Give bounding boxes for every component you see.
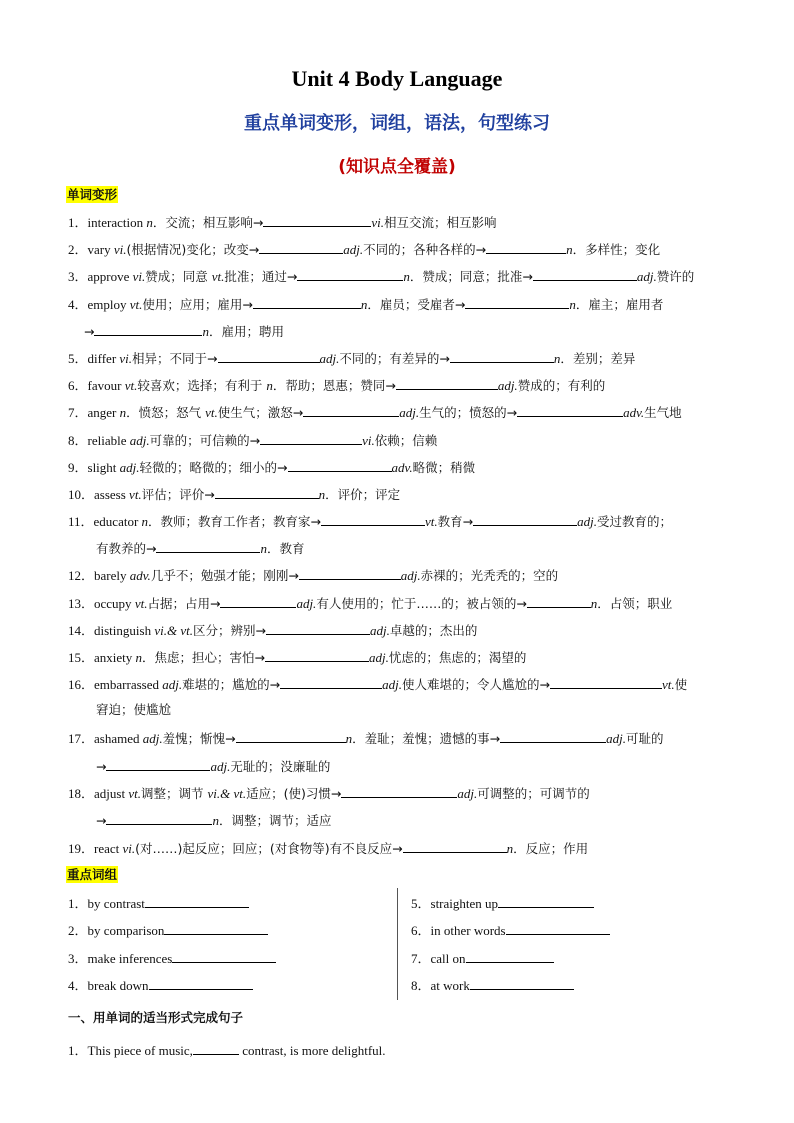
vocab-item: [68, 239, 660, 259]
definition-text: 使生气；激怒→: [217, 405, 304, 420]
part-of-speech: vi.: [371, 215, 384, 230]
item-number: 15．: [68, 650, 95, 665]
definition-text: ．雇主；雇用者: [575, 297, 664, 312]
definition-text: →: [96, 759, 107, 774]
definition-text: 赞许的: [656, 269, 695, 284]
definition-text: 可调整的；可调节的: [477, 786, 590, 801]
vocab-item: [84, 321, 284, 341]
answer-blank[interactable]: [341, 783, 457, 798]
definition-text: ．评价；评定: [325, 487, 401, 502]
answer-blank[interactable]: [403, 838, 507, 853]
section-heading-phrases: 重点词组: [67, 867, 118, 882]
part-of-speech: adj.: [369, 623, 390, 638]
definition-text: 可靠的；可信赖的→: [149, 433, 261, 448]
part-of-speech: adj.: [636, 269, 657, 284]
vocab-item: [68, 294, 663, 314]
document-title: Unit 4 Body Language: [291, 66, 503, 91]
vocab-item: [68, 430, 437, 450]
answer-blank[interactable]: [498, 893, 594, 908]
definition-text: →: [96, 813, 107, 828]
answer-blank[interactable]: [321, 511, 425, 526]
item-number: 4．: [68, 978, 88, 993]
answer-blank[interactable]: [193, 1040, 239, 1055]
phrase-item: [68, 893, 249, 913]
vocab-word: differ: [87, 351, 120, 366]
vocab-word: adjust: [94, 786, 129, 801]
part-of-speech: adj.: [369, 650, 389, 665]
vocab-word: ashamed: [94, 731, 143, 746]
part-of-speech: n: [260, 541, 267, 556]
definition-text: 适应；(使)习惯→: [246, 786, 342, 801]
item-number: 8．: [411, 978, 431, 993]
vocab-item: [68, 647, 526, 667]
definition-text: ．焦虑；担心；害怕→: [142, 650, 266, 665]
part-of-speech: adj.: [457, 786, 478, 801]
phrase-item: [411, 920, 610, 940]
vocab-item: [68, 674, 687, 694]
vocab-word: react: [94, 841, 123, 856]
answer-blank[interactable]: [253, 294, 361, 309]
part-of-speech: vi.: [119, 351, 133, 366]
item-number: 16．: [68, 677, 95, 692]
part-of-speech: adv.: [129, 568, 151, 583]
part-of-speech: adj.: [343, 242, 364, 257]
definition-text: 窘迫；使尴尬: [96, 702, 172, 717]
part-of-speech: vt.: [129, 297, 143, 312]
exercise-text: This piece of music,: [87, 1043, 193, 1058]
answer-blank[interactable]: [149, 975, 253, 990]
answer-blank[interactable]: [500, 728, 606, 743]
item-number: 18．: [68, 786, 95, 801]
definition-text: 难堪的；尴尬的→: [182, 677, 281, 692]
vocab-word: anger: [87, 405, 120, 420]
item-number: 11．: [68, 514, 94, 529]
answer-blank[interactable]: [156, 538, 260, 553]
document-subtitle: 重点单词变形，词组，语法，句型练习: [244, 113, 550, 134]
definition-text: 可耻的: [625, 731, 664, 746]
part-of-speech: adv.: [391, 460, 413, 475]
definition-text: 较喜欢；选择；有利于: [137, 378, 267, 393]
phrase-item: [68, 975, 253, 995]
definition-text: ．调整；调节；适应: [218, 813, 332, 828]
vocab-item: [68, 593, 672, 613]
part-of-speech: vi.: [362, 433, 375, 448]
part-of-speech: n: [212, 813, 219, 828]
vocab-item: [68, 565, 558, 585]
definition-text: 占据；占用→: [147, 596, 221, 611]
item-number: 4．: [68, 297, 88, 312]
part-of-speech: adv.: [623, 405, 645, 420]
vocab-word: educator: [93, 514, 142, 529]
definition-text: ．占领；职业: [597, 596, 673, 611]
part-of-speech: vi.: [122, 841, 136, 856]
definition-text: 教育→: [437, 514, 474, 529]
definition-text: ．羞耻；羞愧；遗憾的事→: [352, 731, 501, 746]
definition-text: 无耻的；没廉耻的: [230, 759, 331, 774]
definition-text: ．雇员；受雇者→: [367, 297, 466, 312]
vocab-item: [68, 375, 605, 395]
answer-blank[interactable]: [550, 674, 662, 689]
part-of-speech: n: [506, 841, 514, 856]
part-of-speech: vi.& vt.: [154, 623, 193, 638]
part-of-speech: n: [141, 514, 149, 529]
section-heading-vocab: 单词变形: [67, 187, 118, 202]
part-of-speech: n: [266, 378, 273, 393]
item-number: 6．: [68, 378, 88, 393]
vocab-word: assess: [94, 487, 130, 502]
vocab-item: [68, 620, 477, 640]
part-of-speech: n: [569, 297, 576, 312]
part-of-speech: n: [553, 351, 561, 366]
definition-text: 区分；辨别→: [192, 623, 266, 638]
item-number: 1．: [68, 215, 88, 230]
answer-blank[interactable]: [94, 321, 202, 336]
phrase-text: make inferences: [87, 951, 173, 966]
item-number: 7．: [411, 951, 431, 966]
part-of-speech: vt.: [211, 269, 225, 284]
answer-blank[interactable]: [220, 593, 296, 608]
definition-text: 不同的；各种各样的→: [363, 242, 487, 257]
definition-text: 使用；应用；雇用→: [142, 297, 253, 312]
definition-text: 生气地: [644, 405, 682, 420]
part-of-speech: vi.: [113, 242, 127, 257]
part-of-speech: adj.: [577, 514, 598, 529]
part-of-speech: n: [360, 297, 368, 312]
definition-text: ．赞成；同意；批准→: [409, 269, 533, 284]
vocab-item: [68, 838, 588, 858]
answer-blank[interactable]: [106, 756, 210, 771]
phrase-text: straighten up: [430, 896, 499, 911]
coverage-note: (知识点全覆盖): [338, 157, 456, 177]
vocab-word: interaction: [87, 215, 147, 230]
vocab-item: [96, 756, 330, 776]
definition-text: 使: [674, 677, 688, 692]
answer-blank[interactable]: [288, 457, 392, 472]
item-number: 1．: [68, 896, 88, 911]
item-number: 6．: [411, 923, 431, 938]
definition-text: 略微；稍微: [412, 460, 476, 475]
item-number: 9．: [68, 460, 88, 475]
answer-blank[interactable]: [259, 239, 343, 254]
part-of-speech: adj.: [296, 596, 317, 611]
item-number: 2．: [68, 242, 88, 257]
item-number: 10．: [68, 487, 95, 502]
definition-text: ．多样性；变化: [572, 242, 661, 257]
phrase-item: [411, 893, 594, 913]
answer-blank[interactable]: [106, 810, 212, 825]
vocab-item: [68, 511, 672, 531]
answer-blank[interactable]: [466, 948, 554, 963]
part-of-speech: vi.: [132, 269, 146, 284]
column-divider: [397, 888, 398, 1000]
answer-blank[interactable]: [473, 511, 577, 526]
phrase-text: by contrast: [87, 896, 145, 911]
phrase-item: [68, 920, 268, 940]
answer-blank[interactable]: [470, 975, 574, 990]
definition-text: ．教育: [266, 541, 305, 556]
vocab-word: distinguish: [94, 623, 155, 638]
answer-blank[interactable]: [517, 402, 623, 417]
item-number: 7．: [68, 405, 88, 420]
definition-text: 生气的；愤怒的→: [419, 405, 518, 420]
phrase-text: by comparison: [87, 923, 165, 938]
part-of-speech: adj.: [210, 759, 231, 774]
definition-text: 羞愧；惭愧→: [162, 731, 236, 746]
answer-blank[interactable]: [280, 674, 382, 689]
vocab-word: approve: [87, 269, 133, 284]
item-number: 14．: [68, 623, 95, 638]
item-number: 5．: [411, 896, 431, 911]
definition-text: 评估；评价→: [141, 487, 215, 502]
answer-blank[interactable]: [260, 430, 362, 445]
definition-text: 受过教育的；: [597, 514, 673, 529]
answer-blank[interactable]: [396, 375, 498, 390]
definition-text: 忧虑的；焦虑的；渴望的: [388, 650, 527, 665]
definition-text: →: [84, 324, 95, 339]
definition-text: 轻微的；略微的；细小的→: [139, 460, 288, 475]
vocab-item: [96, 810, 332, 830]
part-of-speech: n: [403, 269, 410, 284]
vocab-item: [68, 266, 694, 286]
answer-blank[interactable]: [533, 266, 637, 281]
item-number: 1．: [68, 1043, 88, 1058]
answer-blank[interactable]: [297, 266, 403, 281]
part-of-speech: n: [318, 487, 326, 502]
vocab-word: anxiety: [94, 650, 136, 665]
vocab-item: [68, 212, 497, 232]
definition-text: ．愤怒；怒气: [126, 405, 206, 420]
definition-text: 使人难堪的；令人尴尬的→: [401, 677, 550, 692]
answer-blank[interactable]: [465, 294, 569, 309]
item-number: 17．: [68, 731, 95, 746]
vocab-item: [68, 402, 682, 422]
answer-blank[interactable]: [236, 728, 346, 743]
answer-blank[interactable]: [145, 893, 249, 908]
part-of-speech: adj.: [162, 677, 183, 692]
answer-blank[interactable]: [303, 402, 399, 417]
answer-blank[interactable]: [215, 484, 319, 499]
part-of-speech: adj.: [606, 731, 626, 746]
vocab-item: [96, 538, 305, 558]
part-of-speech: vt.: [124, 378, 138, 393]
part-of-speech: vt.: [129, 487, 142, 502]
definition-text: 相互交流；相互影响: [383, 215, 497, 230]
phrase-item: [68, 948, 276, 968]
definition-text: 调整；调节: [140, 786, 208, 801]
answer-blank[interactable]: [486, 239, 566, 254]
phrase-item: [411, 975, 574, 995]
part-of-speech: adj.: [382, 677, 402, 692]
item-number: 3．: [68, 951, 88, 966]
vocab-item: [68, 728, 663, 748]
vocab-word: reliable: [87, 433, 130, 448]
part-of-speech: n: [590, 596, 598, 611]
definition-text: ．帮助；恩惠；赞同→: [272, 378, 396, 393]
definition-text: 批准；通过→: [224, 269, 298, 284]
item-number: 19．: [68, 841, 95, 856]
definition-text: ．交流；相互影响→: [152, 215, 264, 230]
definition-text: (根据情况)变化；改变→: [126, 242, 260, 257]
part-of-speech: n: [119, 405, 127, 420]
part-of-speech: vt.: [661, 677, 675, 692]
answer-blank[interactable]: [263, 212, 371, 227]
phrase-text: at work: [430, 978, 470, 993]
vocab-word: embarrassed: [94, 677, 163, 692]
definition-text: 依赖；信赖: [374, 433, 438, 448]
vocab-word: barely: [94, 568, 130, 583]
answer-blank[interactable]: [266, 620, 370, 635]
item-number: 13．: [68, 596, 95, 611]
vocab-word: employ: [87, 297, 130, 312]
vocab-word: vary: [87, 242, 114, 257]
answer-blank[interactable]: [299, 565, 401, 580]
vocab-item: [68, 457, 475, 477]
vocab-item: [68, 783, 590, 803]
item-number: 3．: [68, 269, 88, 284]
part-of-speech: adj.: [497, 378, 518, 393]
part-of-speech: adj.: [119, 460, 140, 475]
item-number: 8．: [68, 433, 88, 448]
definition-text: 相异；不同于→: [132, 351, 218, 366]
answer-blank[interactable]: [172, 948, 276, 963]
part-of-speech: adj.: [400, 568, 421, 583]
vocab-item: [96, 701, 171, 719]
definition-text: 赞成的；有利的: [517, 378, 606, 393]
phrase-text: call on: [430, 951, 466, 966]
part-of-speech: n: [135, 650, 143, 665]
item-number: 2．: [68, 923, 88, 938]
part-of-speech: n: [146, 215, 153, 230]
part-of-speech: vt.: [425, 514, 438, 529]
definition-text: (对……)起反应；回应；(对食物等)有不良反应→: [135, 841, 403, 856]
part-of-speech: vt.: [134, 596, 148, 611]
part-of-speech: adj.: [319, 351, 340, 366]
definition-text: 赞成；同意: [145, 269, 212, 284]
vocab-word: occupy: [94, 596, 135, 611]
definition-text: 几乎不；勉强才能；刚刚→: [150, 568, 299, 583]
definition-text: 有人使用的；忙于……的；被占领的→: [316, 596, 527, 611]
definition-text: 不同的；有差异的→: [339, 351, 450, 366]
section-heading-exercise: 一、用单词的适当形式完成句子: [68, 1010, 244, 1025]
item-number: 5．: [68, 351, 88, 366]
answer-blank[interactable]: [265, 647, 369, 662]
definition-text: 赤裸的；光秃秃的；空的: [420, 568, 559, 583]
vocab-word: slight: [87, 460, 120, 475]
vocab-word: favour: [87, 378, 125, 393]
phrase-text: in other words: [430, 923, 506, 938]
answer-blank[interactable]: [527, 593, 591, 608]
part-of-speech: adj.: [129, 433, 150, 448]
exercise-item: [68, 1040, 386, 1060]
part-of-speech: n: [566, 242, 573, 257]
definition-text: ．反应；作用: [513, 841, 589, 856]
answer-blank[interactable]: [450, 348, 554, 363]
vocab-item: [68, 484, 400, 504]
part-of-speech: vt.: [128, 786, 141, 801]
definition-text: ．差别；差异: [560, 351, 636, 366]
answer-blank[interactable]: [506, 920, 610, 935]
phrase-item: [411, 948, 554, 968]
definition-text: 卓越的；杰出的: [389, 623, 478, 638]
exercise-text: contrast, is more delightful.: [238, 1043, 386, 1058]
phrase-text: break down: [87, 978, 149, 993]
vocab-item: [68, 348, 635, 368]
answer-blank[interactable]: [218, 348, 320, 363]
part-of-speech: vt.: [205, 405, 218, 420]
definition-text: ．教师；教育工作者；教育家→: [148, 514, 322, 529]
part-of-speech: adj.: [399, 405, 420, 420]
part-of-speech: n: [202, 324, 209, 339]
part-of-speech: n: [345, 731, 353, 746]
answer-blank[interactable]: [164, 920, 268, 935]
item-number: 12．: [68, 568, 95, 583]
definition-text: 有教养的→: [96, 541, 157, 556]
part-of-speech: vi.& vt.: [207, 786, 247, 801]
definition-text: ．雇用；聘用: [208, 324, 284, 339]
part-of-speech: adj.: [142, 731, 163, 746]
